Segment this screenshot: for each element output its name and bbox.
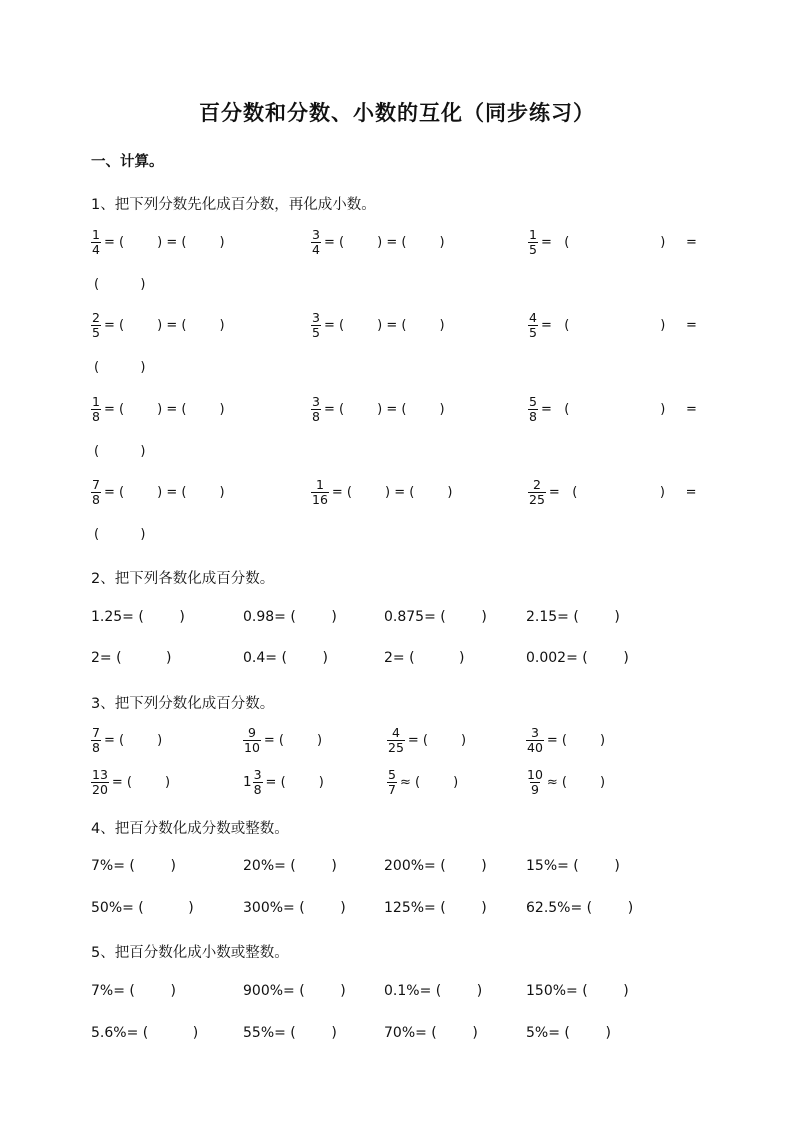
exercise-row xyxy=(0,222,794,262)
fraction-denominator: 8 xyxy=(92,408,100,424)
fraction-denominator: 5 xyxy=(312,324,320,340)
fraction xyxy=(91,311,101,340)
fraction-numerator: 3 xyxy=(312,309,320,325)
fraction-denominator: 8 xyxy=(253,781,262,797)
fraction-numerator: 4 xyxy=(391,724,400,740)
question-2-label: 2、把下列各数化成百分数。 xyxy=(91,571,275,587)
fraction-denominator: 4 xyxy=(92,241,100,257)
exercise-row xyxy=(0,762,794,802)
fraction xyxy=(91,395,101,424)
exercise-item[interactable]: 0.98= ( ) xyxy=(243,609,337,625)
answer-continuation[interactable]: ( ) xyxy=(94,527,146,542)
fraction-numerator: 4 xyxy=(529,309,537,325)
fraction-denominator: 5 xyxy=(92,324,100,340)
fraction xyxy=(91,726,101,755)
exercise-item[interactable]: 70%= ( ) xyxy=(384,1025,478,1041)
exercise-item[interactable]: 2= ( ) xyxy=(91,650,172,666)
fraction-numerator: 2 xyxy=(92,309,100,325)
fraction-denominator: 25 xyxy=(388,739,404,755)
page-title: 百分数和分数、小数的互化（同步练习） xyxy=(199,101,595,125)
fraction-numerator: 5 xyxy=(529,393,537,409)
exercise-item xyxy=(91,762,170,802)
exercise-item[interactable]: 1.25= ( ) xyxy=(91,609,185,625)
exercise-item[interactable]: 900%= ( ) xyxy=(243,983,346,999)
exercise-item[interactable]: 55%= ( ) xyxy=(243,1025,337,1041)
exercise-item xyxy=(243,720,322,760)
exercise-item xyxy=(91,720,162,760)
fraction-denominator: 20 xyxy=(92,781,108,797)
exercise-item xyxy=(528,305,716,345)
exercise-item xyxy=(528,389,716,429)
fraction-numerator: 1 xyxy=(315,476,324,492)
fraction xyxy=(311,228,321,257)
answer-continuation[interactable]: ( ) xyxy=(94,444,146,459)
answer-blanks[interactable]: = ( ) = xyxy=(540,317,697,333)
exercise-item[interactable]: 0.875= ( ) xyxy=(384,609,487,625)
exercise-item xyxy=(311,305,445,345)
exercise-item[interactable]: 5%= ( ) xyxy=(526,1025,611,1041)
fraction-numerator: 2 xyxy=(532,476,541,492)
answer-blanks[interactable]: = ( ) = ( ) xyxy=(323,234,445,250)
exercise-item xyxy=(243,762,324,802)
fraction-denominator: 16 xyxy=(312,491,328,507)
fraction-numerator: 7 xyxy=(92,724,100,740)
answer-blanks[interactable]: = ( ) = ( ) xyxy=(103,234,225,250)
exercise-item xyxy=(526,762,605,802)
answer-blanks[interactable]: = ( ) = ( ) xyxy=(103,484,225,500)
exercise-item[interactable]: 2= ( ) xyxy=(384,650,465,666)
answer-blank[interactable]: ≈ ( ) xyxy=(399,774,459,790)
answer-blanks[interactable]: = ( ) = ( ) xyxy=(331,484,453,500)
fraction-denominator: 5 xyxy=(529,241,537,257)
answer-blanks[interactable]: = ( ) = xyxy=(540,401,697,417)
answer-blanks[interactable]: = ( ) = ( ) xyxy=(323,317,445,333)
fraction-numerator: 7 xyxy=(92,476,100,492)
answer-blank[interactable]: = ( ) xyxy=(546,732,606,748)
exercise-row xyxy=(0,720,794,760)
fraction-numerator: 3 xyxy=(253,766,262,782)
fraction xyxy=(253,768,263,797)
exercise-item[interactable]: 5.6%= ( ) xyxy=(91,1025,199,1041)
exercise-item xyxy=(91,305,225,345)
answer-blank[interactable]: = ( ) xyxy=(263,732,323,748)
fraction xyxy=(91,228,101,257)
exercise-item[interactable]: 0.1%= ( ) xyxy=(384,983,483,999)
exercise-item[interactable]: 15%= ( ) xyxy=(526,858,620,874)
fraction xyxy=(528,478,546,507)
exercise-item[interactable]: 125%= ( ) xyxy=(384,900,487,916)
exercise-item[interactable]: 0.4= ( ) xyxy=(243,650,328,666)
fraction-denominator: 5 xyxy=(529,324,537,340)
exercise-item[interactable]: 0.002= ( ) xyxy=(526,650,629,666)
fraction-denominator: 8 xyxy=(312,408,320,424)
question-4-label: 4、把百分数化成分数或整数。 xyxy=(91,821,289,837)
fraction-numerator: 9 xyxy=(247,724,256,740)
exercise-row xyxy=(0,305,794,345)
exercise-item xyxy=(91,389,225,429)
exercise-item[interactable]: 62.5%= ( ) xyxy=(526,900,634,916)
exercise-item xyxy=(91,222,225,262)
part-one-heading: 一、计算。 xyxy=(91,154,164,170)
answer-blanks[interactable]: = ( ) = ( ) xyxy=(323,401,445,417)
fraction-denominator: 4 xyxy=(312,241,320,257)
fraction-numerator: 3 xyxy=(312,393,320,409)
fraction-denominator: 8 xyxy=(92,491,100,507)
exercise-row xyxy=(0,389,794,429)
exercise-item xyxy=(387,762,458,802)
answer-continuation[interactable]: ( ) xyxy=(94,277,146,292)
exercise-row xyxy=(0,472,794,512)
answer-blanks[interactable]: = ( ) = ( ) xyxy=(103,317,225,333)
fraction xyxy=(528,228,538,257)
fraction-denominator: 40 xyxy=(527,739,543,755)
answer-blank[interactable]: = ( ) xyxy=(265,774,324,790)
fraction-numerator: 1 xyxy=(92,226,100,242)
fraction xyxy=(387,768,397,797)
fraction xyxy=(311,395,321,424)
exercise-item[interactable]: 7%= ( ) xyxy=(91,858,176,874)
answer-blank[interactable]: ≈ ( ) xyxy=(546,774,606,790)
fraction-numerator: 1 xyxy=(529,226,537,242)
exercise-item xyxy=(311,472,453,512)
exercise-item xyxy=(91,472,225,512)
fraction xyxy=(526,768,544,797)
answer-blanks[interactable]: = ( ) = ( ) xyxy=(103,401,225,417)
fraction-denominator: 25 xyxy=(529,491,545,507)
fraction xyxy=(526,726,544,755)
fraction-denominator: 9 xyxy=(530,781,539,797)
fraction xyxy=(528,395,538,424)
exercise-item xyxy=(528,472,724,512)
fraction-denominator: 8 xyxy=(92,739,100,755)
exercise-item xyxy=(528,222,716,262)
exercise-item[interactable]: 50%= ( ) xyxy=(91,900,194,916)
fraction xyxy=(311,478,329,507)
exercise-item xyxy=(526,720,605,760)
fraction-numerator: 5 xyxy=(388,766,396,782)
fraction xyxy=(243,726,261,755)
fraction xyxy=(311,311,321,340)
fraction xyxy=(91,478,101,507)
mixed-number-whole: 1 xyxy=(243,774,252,790)
fraction-numerator: 3 xyxy=(312,226,320,242)
question-1-label: 1、把下列分数先化成百分数，再化成小数。 xyxy=(91,197,376,213)
answer-blanks[interactable]: = ( ) = xyxy=(548,484,697,500)
fraction-denominator: 7 xyxy=(388,781,396,797)
fraction-numerator: 1 xyxy=(92,393,100,409)
fraction-denominator: 8 xyxy=(529,408,537,424)
answer-continuation[interactable]: ( ) xyxy=(94,360,146,375)
exercise-item[interactable]: 200%= ( ) xyxy=(384,858,487,874)
fraction xyxy=(91,768,109,797)
fraction xyxy=(387,726,405,755)
exercise-item xyxy=(311,389,445,429)
fraction-denominator: 10 xyxy=(244,739,260,755)
fraction-numerator: 10 xyxy=(527,766,543,782)
answer-blank[interactable]: = ( ) xyxy=(407,732,467,748)
question-5-label: 5、把百分数化成小数或整数。 xyxy=(91,945,289,961)
answer-blanks[interactable]: = ( ) = xyxy=(540,234,697,250)
exercise-item[interactable]: 300%= ( ) xyxy=(243,900,346,916)
fraction xyxy=(528,311,538,340)
fraction-numerator: 13 xyxy=(92,766,108,782)
exercise-item xyxy=(387,720,466,760)
exercise-item[interactable]: 7%= ( ) xyxy=(91,983,176,999)
answer-blank[interactable]: = ( ) xyxy=(111,774,171,790)
exercise-item[interactable]: 150%= ( ) xyxy=(526,983,629,999)
fraction-numerator: 3 xyxy=(530,724,539,740)
answer-blank[interactable]: = ( ) xyxy=(103,732,163,748)
exercise-item[interactable]: 20%= ( ) xyxy=(243,858,337,874)
exercise-item[interactable]: 2.15= ( ) xyxy=(526,609,620,625)
exercise-item xyxy=(311,222,445,262)
question-3-label: 3、把下列分数化成百分数。 xyxy=(91,696,275,712)
